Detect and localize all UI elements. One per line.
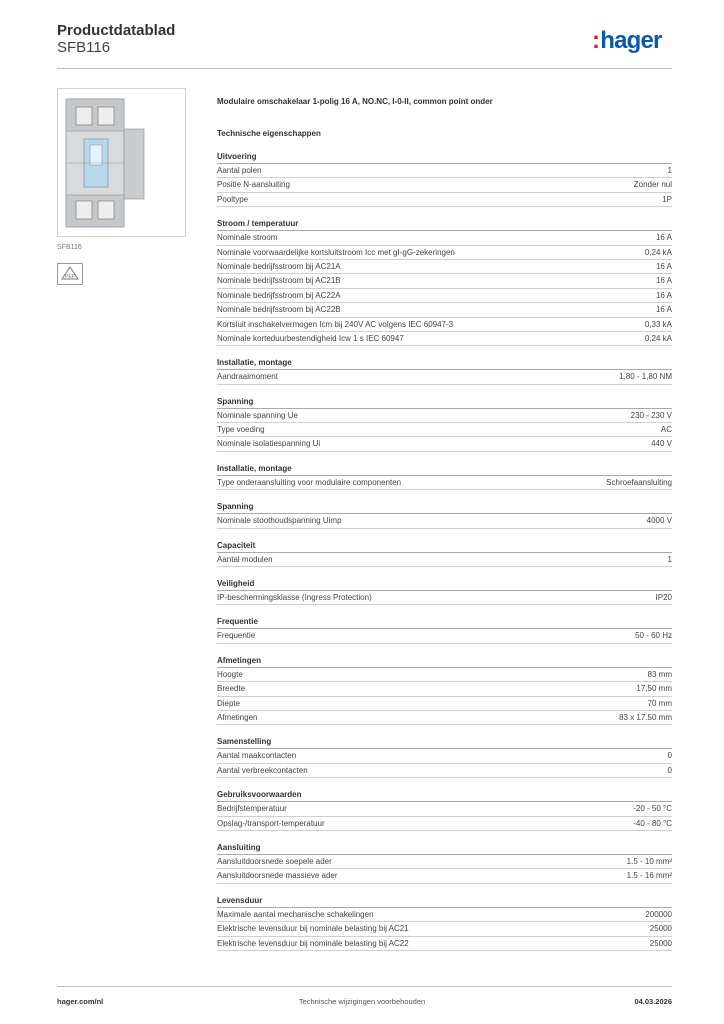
spec-row [217, 749, 672, 763]
spec-label: Nominale spanning Ue [217, 410, 298, 420]
spec-row [217, 274, 672, 288]
section-title: Uitvoering [217, 150, 672, 164]
spec-label: Nominale stoothoudspanning Uimp [217, 516, 342, 526]
section-title: Stroom / temperatuur [217, 217, 672, 231]
footer-date: 04.03.2026 [634, 997, 672, 1006]
spec-value: 16 A [655, 276, 672, 286]
spec-value: 16 A [655, 290, 672, 300]
svg-text:PEP: PEP [64, 274, 76, 280]
spec-value: 70 mm [647, 698, 672, 708]
section-title: Installatie, montage [217, 356, 672, 370]
spec-label: Aantal verbreekcontacten [217, 765, 308, 775]
spec-label: Positie N-aansluiting [217, 180, 290, 190]
spec-row [217, 289, 672, 303]
hager-logo: :hager [592, 27, 662, 54]
spec-section [217, 894, 672, 951]
spec-row [217, 303, 672, 317]
spec-value: 200000 [645, 909, 672, 919]
spec-value: 83 mm [647, 669, 672, 679]
spec-label: Nominale voorwaardelijke kortsluitstroom Icc met gI-gG-zekeringen [217, 247, 455, 257]
spec-label: Aantal modulen [217, 554, 273, 564]
spec-section [217, 356, 672, 384]
spec-label: Nominale stroom [217, 233, 278, 243]
footer-website[interactable]: hager.com/nl [57, 997, 104, 1006]
spec-row [217, 697, 672, 711]
spec-label: Elektrische levensduur bij nominale belasting bij AC22 [217, 938, 409, 948]
spec-sections [217, 150, 672, 951]
spec-label: Kortsluit inschakelvermogen Icm bij 240V AC volgens IEC 60947-3 [217, 319, 454, 329]
section-title: Frequentie [217, 615, 672, 629]
spec-label: Nominale bedrijfsstroom bij AC21B [217, 276, 341, 286]
spec-value: 25000 [649, 924, 672, 934]
spec-section [217, 500, 672, 528]
spec-label: Aantal maakcontacten [217, 751, 297, 761]
spec-section [217, 539, 672, 567]
spec-label: Aandraaimoment [217, 372, 278, 382]
spec-label: Type voeding [217, 425, 265, 435]
spec-value: 1 [667, 166, 672, 175]
spec-row [217, 908, 672, 922]
spec-section [217, 150, 672, 207]
spec-label: Aansluitdoorsnede massieve ader [217, 871, 338, 881]
spec-row [217, 437, 672, 451]
spec-row [217, 260, 672, 274]
spec-value: 0,33 kA [644, 319, 672, 329]
spec-label: Elektrische levensduur bij nominale belasting bij AC21 [217, 924, 409, 934]
spec-row [217, 318, 672, 332]
spec-value: 1P [662, 194, 672, 204]
spec-label: IP-beschermingsklasse (Ingress Protection) [217, 593, 372, 603]
spec-value: 0 [667, 765, 672, 775]
spec-row [217, 591, 672, 605]
footer-divider [57, 986, 672, 987]
spec-section [217, 462, 672, 490]
spec-value: 17,50 mm [636, 684, 672, 694]
spec-label: Pooltype [217, 194, 249, 204]
spec-value: 1.5 - 10 mm² [626, 856, 672, 866]
spec-label: Maximale aantal mechanische schakelingen [217, 909, 374, 919]
spec-value: 50 - 60 Hz [635, 631, 672, 641]
spec-row [217, 164, 672, 178]
spec-row [217, 802, 672, 816]
spec-label: Opslag-/transport-temperatuur [217, 818, 325, 828]
spec-label: Aansluitdoorsnede soepele ader [217, 856, 332, 866]
spec-label: Breedte [217, 684, 246, 694]
spec-value: IP20 [655, 593, 672, 603]
spec-row [217, 711, 672, 725]
spec-section [217, 217, 672, 346]
spec-row [217, 682, 672, 696]
header-divider [57, 68, 672, 69]
product-image [57, 88, 186, 237]
spec-value: 0,24 kA [644, 333, 672, 343]
spec-row [217, 764, 672, 778]
product-code: SFB116 [57, 39, 111, 56]
spec-label: Nominale bedrijfsstroom bij AC22B [217, 305, 341, 315]
spec-row [217, 423, 672, 437]
spec-section [217, 615, 672, 643]
spec-row [217, 476, 672, 490]
spec-row [217, 370, 672, 384]
spec-label: Type onderaansluiting voor modulaire componenten [217, 477, 402, 487]
spec-label: Aantal polen [217, 166, 262, 175]
spec-label: Nominale korteduurbestendigheid Icw 1 s IEC 60947 [217, 333, 404, 343]
spec-value: Zonder nul [633, 180, 672, 190]
spec-row [217, 922, 672, 936]
spec-section [217, 395, 672, 452]
spec-section [217, 788, 672, 831]
spec-row [217, 246, 672, 260]
spec-label: Nominale bedrijfsstroom bij AC22A [217, 290, 341, 300]
spec-value: 16 A [655, 261, 672, 271]
spec-value: 25000 [649, 938, 672, 948]
spec-content [217, 96, 672, 951]
spec-row [217, 514, 672, 528]
footer-disclaimer: Technische wijzigingen voorbehouden [298, 997, 426, 1006]
spec-value: 1 [667, 554, 672, 564]
spec-label: Bedrijfstemperatuur [217, 804, 287, 814]
spec-label: Hoogte [217, 669, 243, 679]
spec-value: 0,24 kA [644, 247, 672, 257]
spec-label: Afmetingen [217, 712, 258, 722]
spec-row [217, 193, 672, 207]
spec-value: -20 - 50 °C [633, 804, 672, 814]
spec-value: -40 - 80 °C [633, 818, 672, 828]
spec-value: 16 A [655, 305, 672, 315]
section-title: Afmetingen [217, 654, 672, 668]
spec-row [217, 668, 672, 682]
spec-row [217, 409, 672, 423]
logo-text: hager [600, 27, 662, 54]
section-title: Levensduur [217, 894, 672, 908]
spec-value: 1,80 - 1,80 NM [619, 372, 672, 382]
page-title: Productdatablad [57, 22, 176, 39]
product-description: Modulaire omschakelaar 1-polig 16 A, NO.NC, I-0-II, common point onder [217, 97, 493, 106]
section-title: Veiligheid [217, 577, 672, 591]
tech-properties-title: Technische eigenschappen [217, 129, 321, 138]
spec-row [217, 629, 672, 643]
spec-value: 230 - 230 V [630, 410, 672, 420]
spec-value: 83 x 17.50 mm [619, 712, 672, 722]
section-title: Gebruiksvoorwaarden [217, 788, 672, 802]
spec-value: AC [660, 425, 672, 435]
spec-section [217, 654, 672, 726]
spec-value: 16 A [655, 233, 672, 243]
spec-value: Schroefaansluiting [606, 477, 672, 487]
spec-value: 4000 V [646, 516, 672, 526]
spec-row [217, 937, 672, 951]
section-title: Installatie, montage [217, 462, 672, 476]
spec-row [217, 553, 672, 567]
spec-value: 1.5 - 16 mm² [626, 871, 672, 881]
spec-section [217, 577, 672, 605]
spec-row [217, 332, 672, 346]
spec-section [217, 735, 672, 778]
spec-label: Nominale isolatiespanning Ui [217, 439, 321, 449]
spec-row [217, 231, 672, 245]
spec-section [217, 841, 672, 884]
section-title: Spanning [217, 500, 672, 514]
section-title: Aansluiting [217, 841, 672, 855]
spec-label: Nominale bedrijfsstroom bij AC21A [217, 261, 341, 271]
spec-row [217, 178, 672, 192]
spec-row [217, 855, 672, 869]
image-caption: SFB116 [57, 244, 82, 251]
spec-value: 440 V [651, 439, 672, 449]
spec-row [217, 869, 672, 883]
eco-label-icon [57, 263, 83, 285]
spec-label: Diepte [217, 698, 241, 708]
section-title: Capaciteit [217, 539, 672, 553]
section-title: Spanning [217, 395, 672, 409]
spec-value: 0 [667, 751, 672, 761]
spec-label: Frequentie [217, 631, 256, 641]
spec-row [217, 817, 672, 831]
section-title: Samenstelling [217, 735, 672, 749]
